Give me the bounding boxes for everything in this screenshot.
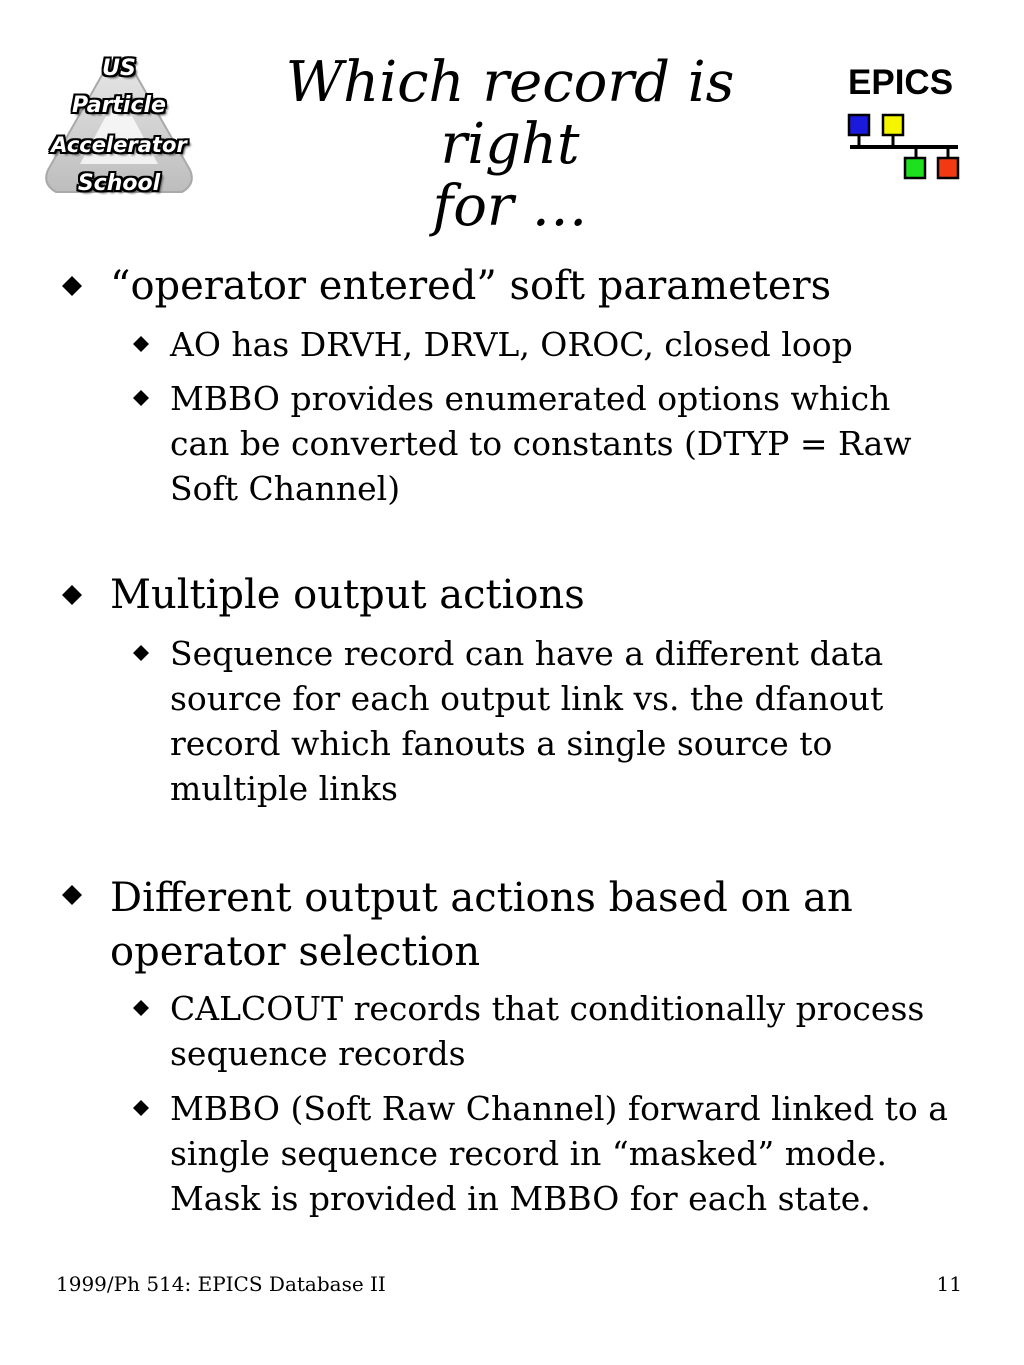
page-number: 11 xyxy=(936,1272,962,1296)
footer-course: 1999/Ph 514: EPICS Database II xyxy=(56,1272,386,1296)
sub-bullet-text: MBBO (Soft Raw Channel) forward linked to a single sequence record in “masked” mode. Mask is provided in MBBO for each state. xyxy=(170,1089,948,1218)
title-line-1: Which record is right xyxy=(285,50,735,177)
sub-bullet-text: CALCOUT records that conditionally process sequence records xyxy=(170,989,925,1073)
diamond-bullet-icon xyxy=(62,585,82,605)
epics-logo-text: EPICS xyxy=(848,63,954,102)
diamond-bullet-icon xyxy=(62,276,82,296)
title-line-2: for … xyxy=(432,174,588,239)
epics-logo xyxy=(846,64,970,188)
logo-word-school: School xyxy=(77,171,161,196)
sub-bullet-text: MBBO provides enumerated options which can be converted to constants (DTYP = Raw Soft Channel) xyxy=(170,379,912,508)
diamond-bullet-icon xyxy=(133,645,149,661)
sub-bullet-text: AO has DRVH, DRVL, OROC, closed loop xyxy=(170,325,853,364)
slide-title xyxy=(230,52,790,238)
bullet-text: Different output actions based on an operator selection xyxy=(110,875,853,975)
logo-word-us: US xyxy=(102,56,136,81)
uspas-logo xyxy=(40,52,198,202)
diamond-bullet-icon xyxy=(133,390,149,406)
diamond-bullet-icon xyxy=(133,336,149,352)
bullet-text: “operator entered” soft parameters xyxy=(110,263,832,309)
logo-word-particle: Particle xyxy=(72,93,166,118)
diamond-bullet-icon xyxy=(62,885,82,905)
bullet-text: Multiple output actions xyxy=(110,572,585,618)
diamond-bullet-icon xyxy=(133,1100,149,1116)
network-diagram-icon xyxy=(846,110,970,182)
sub-bullet-text: Sequence record can have a different data source for each output link vs. the dfanout record which fanouts a single source to multiple links xyxy=(170,634,884,808)
diamond-bullet-icon xyxy=(133,1000,149,1016)
logo-word-accelerator: Accelerator xyxy=(51,133,187,157)
